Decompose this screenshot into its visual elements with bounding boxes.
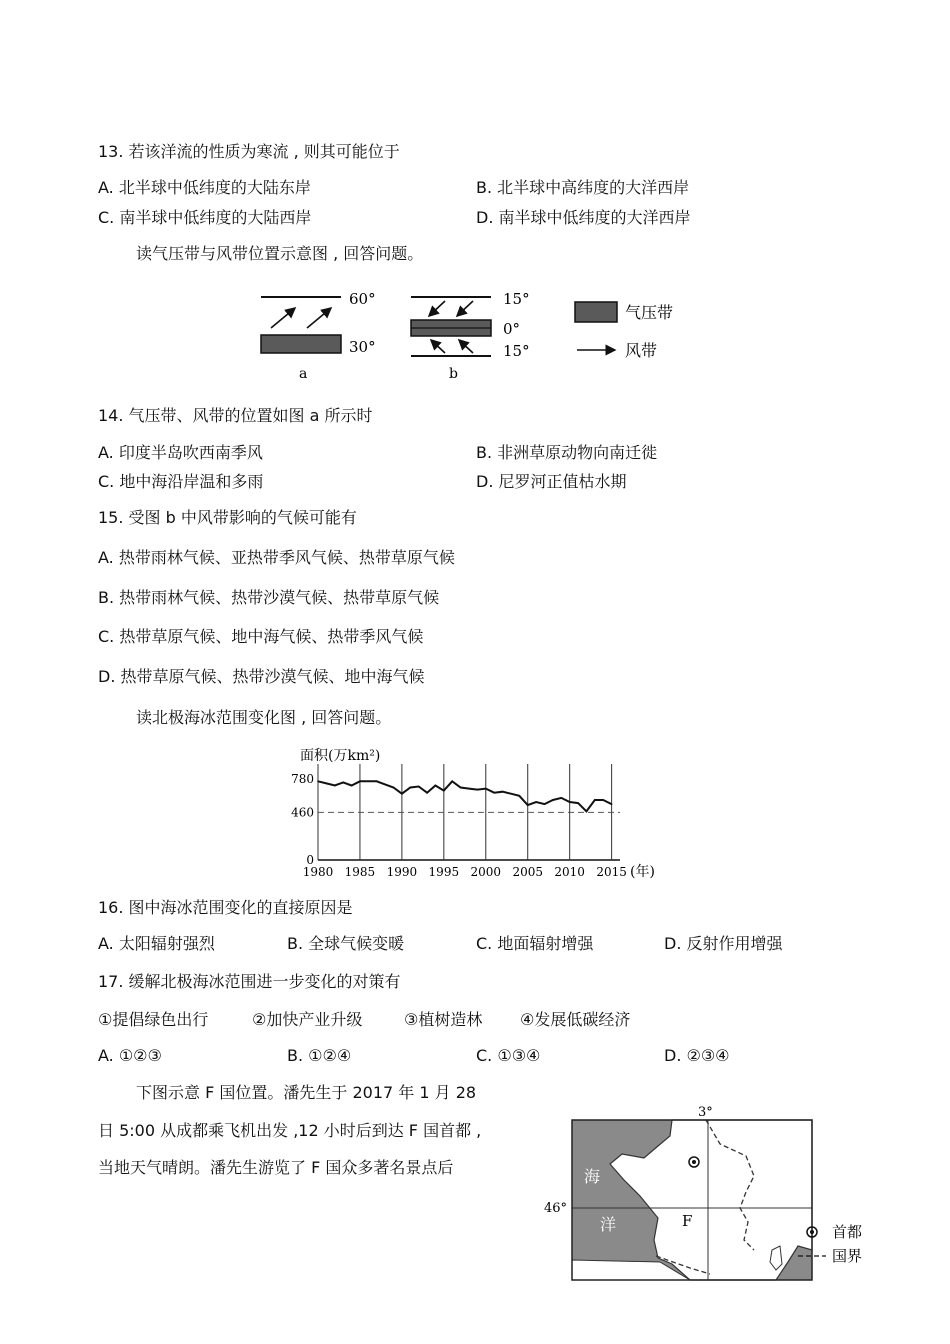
- sea-ice-chart: [290, 742, 670, 887]
- data-point-2006: [535, 801, 537, 803]
- data-point-2002: [502, 791, 504, 793]
- data-point-1985: [359, 781, 361, 783]
- q15-option-b: B. 热带雨林气候、热带沙漠气候、热带草原气候: [98, 588, 440, 607]
- q14-option-a: A. 印度半岛吹西南季风: [98, 443, 263, 462]
- map-ocean-char2: 洋: [600, 1215, 617, 1234]
- map-country-label: F: [682, 1212, 693, 1230]
- q14-stem: 14. 气压带、风带的位置如图 a 所示时: [98, 406, 373, 425]
- data-point-1992: [418, 786, 420, 788]
- q16-option-a: A. 太阳辐射强烈: [98, 934, 215, 953]
- data-point-1982: [334, 785, 336, 787]
- data-point-1997: [460, 787, 462, 789]
- wind-arrow: [431, 340, 445, 353]
- france-map: [540, 1100, 880, 1286]
- map-ocean-char1: 海: [584, 1167, 601, 1186]
- intro-france-line2: 日 5:00 从成都乘飞机出发 ,12 小时后到达 F 国首都 ,: [98, 1121, 482, 1140]
- legend-pressure-label: 气压带: [625, 303, 674, 322]
- q13-option-c: C. 南半球中低纬度的大陆西岸: [98, 208, 312, 227]
- a-lat-top: 60°: [349, 290, 376, 308]
- data-point-1987: [376, 781, 378, 783]
- data-point-2012: [586, 811, 588, 813]
- data-point-1980: [317, 781, 319, 783]
- x-tick-label: 2010: [554, 865, 585, 879]
- chart-ylabel: 面积(万km²): [300, 748, 381, 764]
- q17-option-a: A. ①②③: [98, 1046, 162, 1065]
- q14-option-d: D. 尼罗河正值枯水期: [476, 472, 627, 491]
- q14-option-c: C. 地中海沿岸温和多雨: [98, 472, 264, 491]
- b-lat-top: 15°: [503, 290, 530, 308]
- data-point-2004: [519, 795, 521, 797]
- intro-france-line1: 下图示意 F 国位置。潘先生于 2017 年 1 月 28: [136, 1083, 477, 1102]
- q16-option-d: D. 反射作用增强: [664, 934, 783, 953]
- data-point-2007: [544, 803, 546, 805]
- q16-stem: 16. 图中海冰范围变化的直接原因是: [98, 898, 353, 917]
- q15-option-d: D. 热带草原气候、热带沙漠气候、地中海气候: [98, 667, 425, 686]
- q13-stem: 13. 若该洋流的性质为寒流 , 则其可能位于: [98, 142, 400, 161]
- q17-measure-3: ③植树造林: [404, 1010, 483, 1029]
- sea-ice-series-line: [318, 781, 612, 811]
- b-lat-mid: 0°: [503, 320, 521, 338]
- x-tick-label: 1990: [386, 865, 418, 879]
- data-point-1998: [468, 788, 470, 790]
- data-point-1995: [443, 790, 445, 792]
- legend-capital-dot: [810, 1230, 814, 1234]
- y-tick-label: 460: [291, 805, 314, 820]
- legend-border-label: 国界: [832, 1247, 863, 1265]
- data-point-1993: [426, 792, 428, 794]
- data-point-1981: [326, 783, 328, 785]
- data-point-2005: [527, 804, 529, 806]
- data-point-2008: [552, 799, 554, 801]
- map-lat-label: 46°: [544, 1201, 568, 1216]
- q13-option-a: A. 北半球中低纬度的大陆东岸: [98, 178, 311, 197]
- data-point-1989: [393, 787, 395, 789]
- wind-arrow: [271, 308, 295, 328]
- data-point-2014: [602, 799, 604, 801]
- q13-option-b: B. 北半球中高纬度的大洋西岸: [476, 178, 690, 197]
- wind-arrow: [429, 301, 445, 316]
- intro-ice: 读北极海冰范围变化图 , 回答问题。: [136, 708, 392, 727]
- q17-stem: 17. 缓解北极海冰范围进一步变化的对策有: [98, 972, 401, 991]
- data-point-2003: [510, 793, 512, 795]
- data-point-1996: [451, 781, 453, 783]
- q16-option-b: B. 全球气候变暖: [287, 934, 405, 953]
- data-point-1990: [401, 793, 403, 795]
- x-tick-label: 2000: [470, 865, 502, 879]
- pressure-wind-figure: [255, 290, 705, 382]
- q17-option-c: C. ①③④: [476, 1046, 541, 1065]
- q17-option-d: D. ②③④: [664, 1046, 730, 1065]
- b-label: b: [449, 366, 458, 382]
- wind-arrow: [457, 301, 473, 316]
- data-point-1984: [351, 785, 353, 787]
- x-tick-label: 1995: [428, 865, 460, 879]
- q17-measure-1: ①提倡绿色出行: [98, 1010, 209, 1029]
- data-point-1986: [368, 781, 370, 783]
- legend-capital-label: 首都: [832, 1223, 863, 1241]
- y-tick-label: 780: [291, 772, 314, 787]
- intro-france-line3: 当地天气晴朗。潘先生游览了 F 国众多著名景点后: [98, 1158, 454, 1177]
- pressure-band-30: [261, 335, 341, 353]
- wind-arrow: [307, 308, 331, 328]
- data-point-2009: [560, 797, 562, 799]
- wind-arrow: [459, 340, 473, 353]
- x-tick-label: 2005: [512, 865, 543, 879]
- q17-measure-4: ④发展低碳经济: [520, 1010, 631, 1029]
- data-point-1983: [342, 782, 344, 784]
- q16-option-c: C. 地面辐射增强: [476, 934, 594, 953]
- chart-xlabel: (年): [630, 864, 655, 880]
- legend-pressure-swatch: [575, 302, 617, 322]
- y-tick-label: 0: [306, 853, 314, 867]
- x-tick-label: 1985: [344, 865, 376, 879]
- data-point-2000: [485, 788, 487, 790]
- data-point-1988: [384, 784, 386, 786]
- map-lon-label: 3°: [698, 1105, 713, 1120]
- data-point-1994: [435, 785, 437, 787]
- a-lat-bottom: 30°: [349, 338, 376, 356]
- q17-measure-2: ②加快产业升级: [252, 1010, 363, 1029]
- data-point-2015: [611, 803, 613, 805]
- q14-option-b: B. 非洲草原动物向南迁徙: [476, 443, 658, 462]
- legend-wind-label: 风带: [625, 341, 658, 360]
- a-label: a: [299, 366, 308, 382]
- q15-stem: 15. 受图 b 中风带影响的气候可能有: [98, 508, 357, 527]
- q15-option-a: A. 热带雨林气候、亚热带季风气候、热带草原气候: [98, 548, 455, 567]
- data-point-2001: [493, 792, 495, 794]
- data-point-2010: [569, 801, 571, 803]
- data-point-2013: [594, 799, 596, 801]
- intro-pressure: 读气压带与风带位置示意图 , 回答问题。: [136, 244, 424, 263]
- x-tick-label: 2015: [596, 865, 627, 879]
- q15-option-c: C. 热带草原气候、地中海气候、热带季风气候: [98, 627, 424, 646]
- x-tick-label: 1980: [302, 865, 334, 879]
- q17-option-b: B. ①②④: [287, 1046, 352, 1065]
- data-point-2011: [577, 802, 579, 804]
- q13-option-d: D. 南半球中低纬度的大洋西岸: [476, 208, 691, 227]
- capital-marker-dot: [692, 1160, 696, 1164]
- data-point-1991: [409, 787, 411, 789]
- b-lat-bottom: 15°: [503, 342, 530, 360]
- data-point-1999: [477, 789, 479, 791]
